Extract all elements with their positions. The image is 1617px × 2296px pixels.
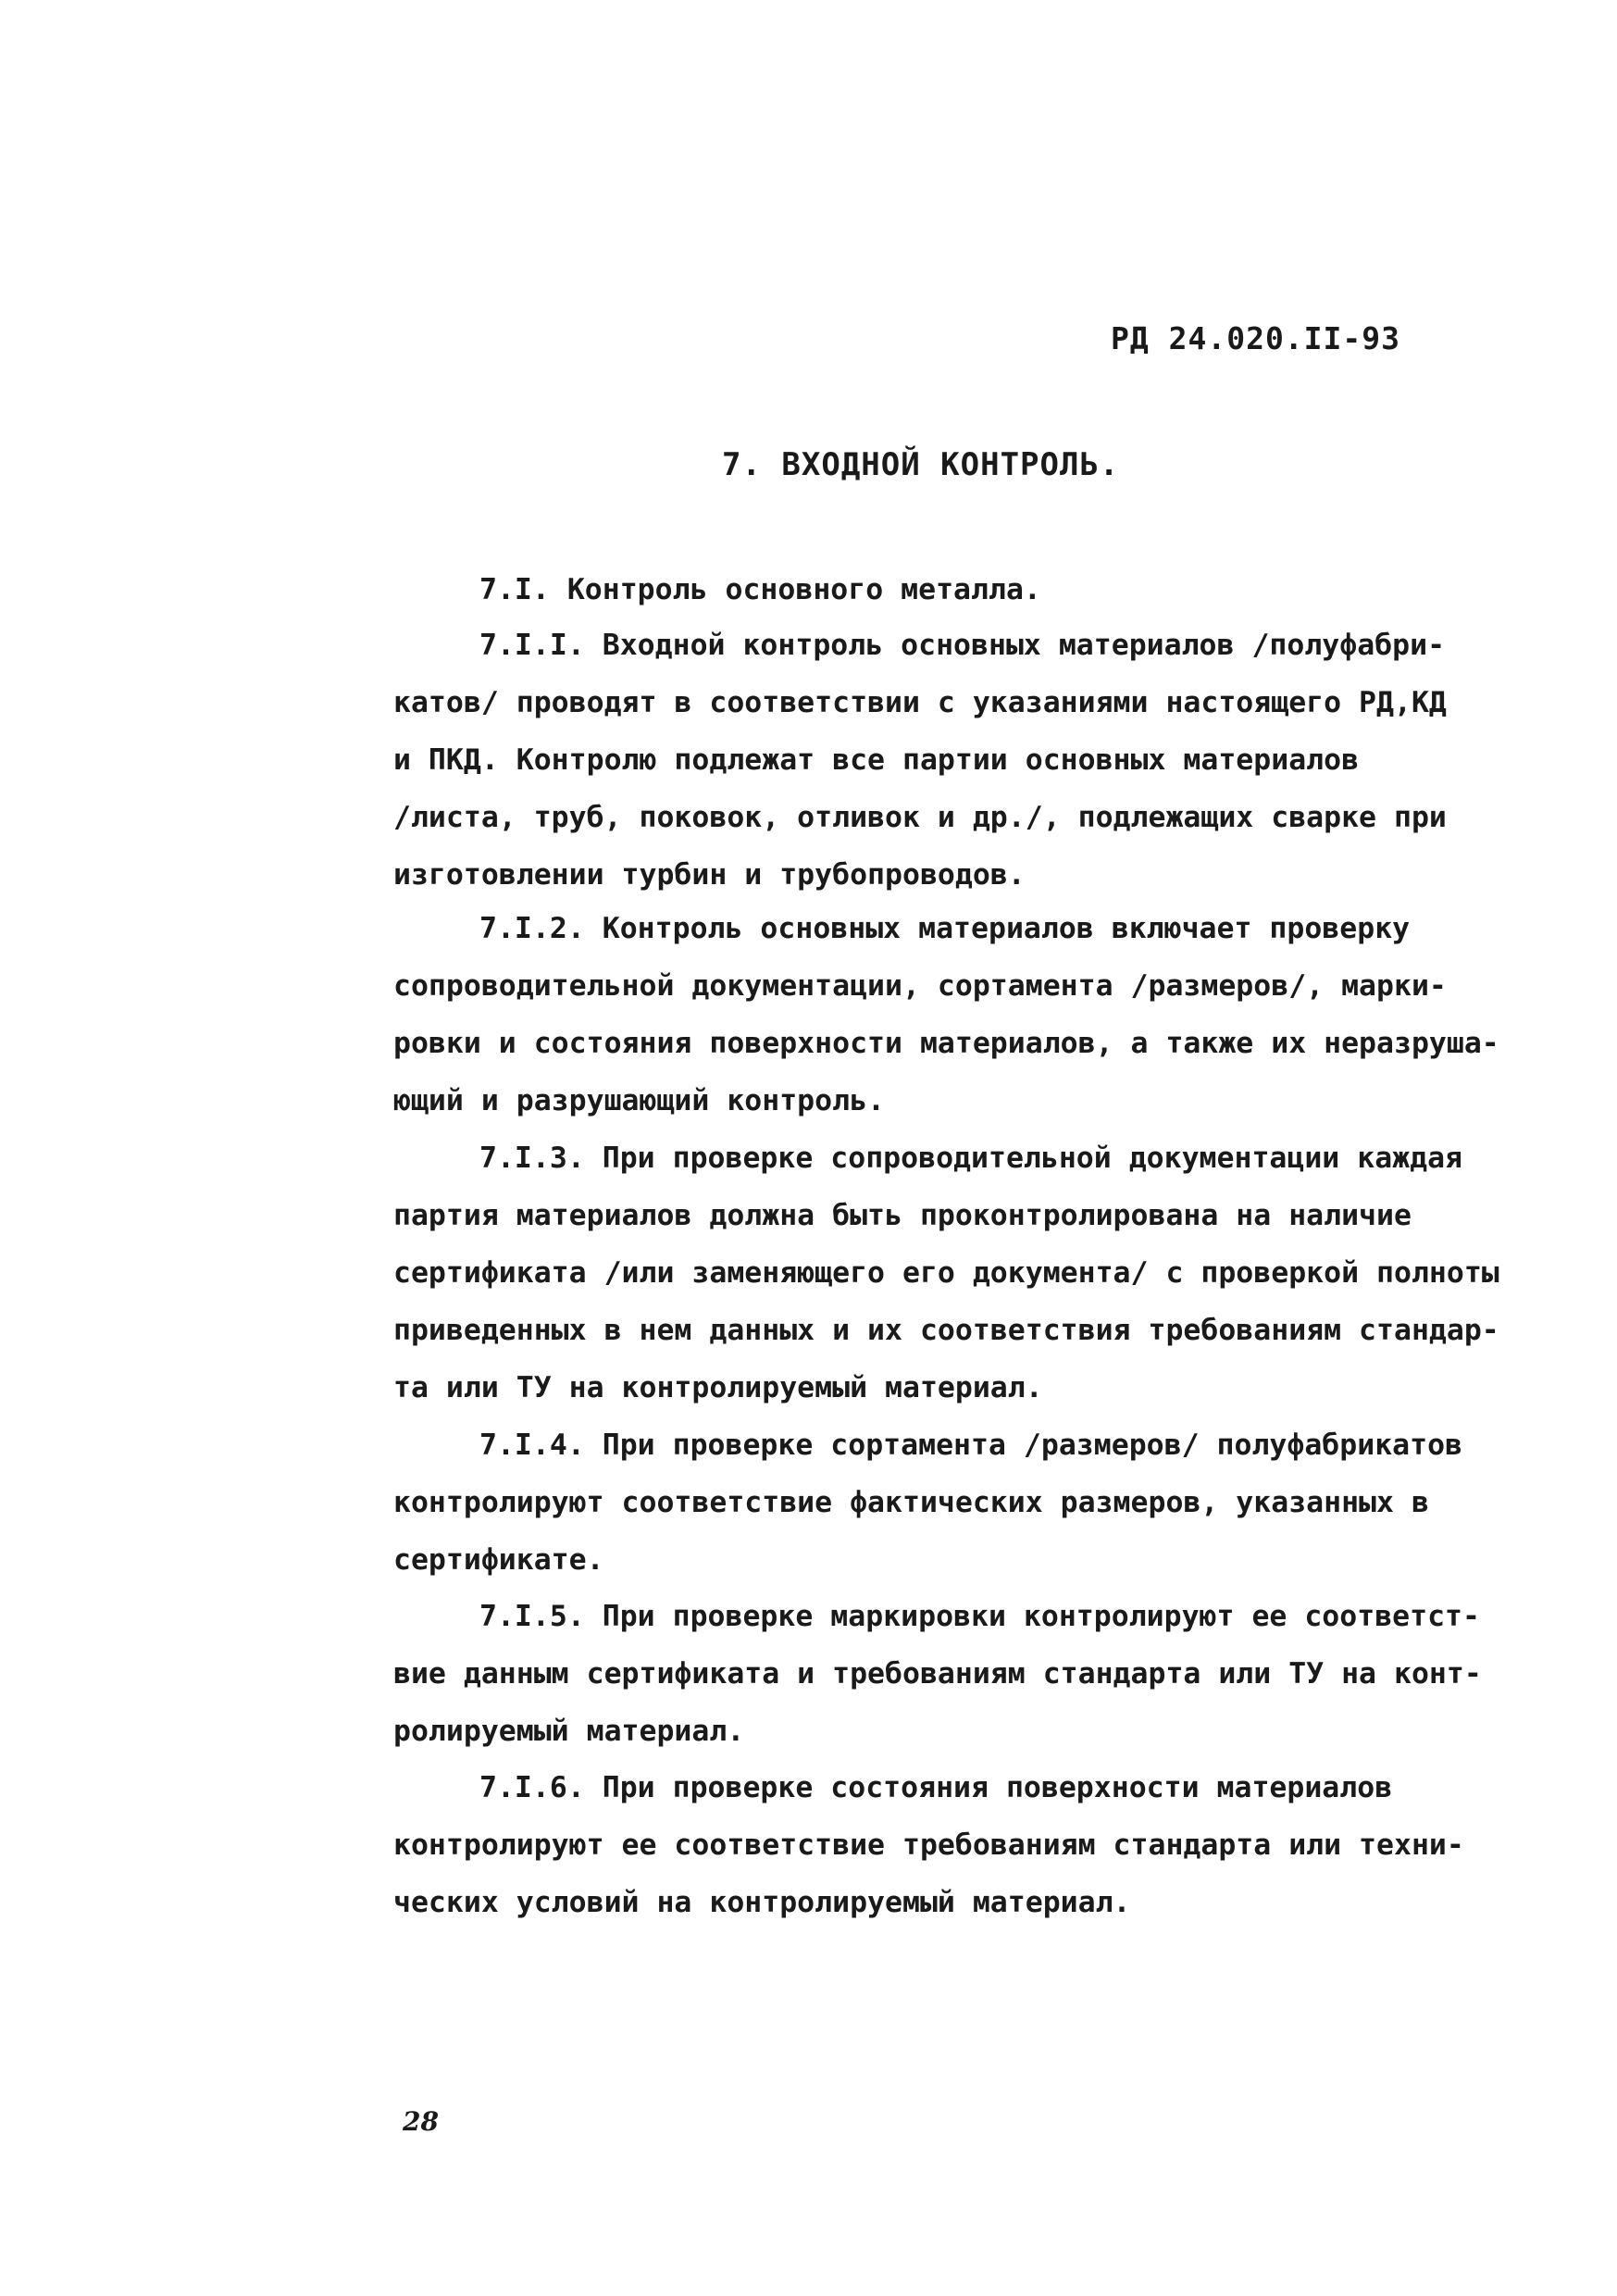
paragraph-line: та или ТУ на контролируемый материал. [393, 1371, 1043, 1404]
paragraph-line: катов/ проводят в соответствии с указаниями настоящего РД,КД [393, 686, 1447, 719]
paragraph-line: приведенных в нем данных и их соответствия требованиям стандар- [393, 1314, 1499, 1347]
paragraph-7-1-5 [393, 1588, 1532, 1760]
paragraph-line: 7.I.I. Входной контроль основных материалов /полуфабри- [479, 629, 1446, 662]
paragraph-line: 7.I.4. При проверке сортамента /размеров/ полуфабрикатов [479, 1429, 1463, 1462]
paragraph-line: и ПКД. Контролю подлежат все партии основных материалов [393, 743, 1360, 777]
paragraph-line: ролируемый материал. [393, 1715, 745, 1748]
paragraph-line: ющий и разрушающий контроль. [393, 1084, 886, 1117]
subsection-heading: 7.I. Контроль основного металла. [479, 573, 1041, 606]
paragraph-7-1-1 [393, 617, 1532, 904]
paragraph-line: 7.I.2. Контроль основных материалов включает проверку [479, 912, 1411, 945]
paragraph-7-1-6 [393, 1759, 1532, 1931]
section-title: 7. ВХОДНОЙ КОНТРОЛЬ. [722, 446, 1120, 483]
paragraph-line: сопроводительной документации, сортамента /размеров/, марки- [393, 969, 1447, 1003]
paragraph-line: ровки и состояния поверхности материалов, а также их неразруша- [393, 1027, 1499, 1060]
paragraph-line: ческих условий на контролируемый материал. [393, 1886, 1131, 1919]
paragraph-line: сертификата /или заменяющего его документа/ с проверкой полноты [393, 1256, 1499, 1290]
paragraph-line: 7.I.3. При проверке сопроводительной документации каждая [479, 1142, 1463, 1175]
paragraph-line: 7.I.5. При проверке маркировки контролируют ее соответст- [479, 1600, 1480, 1633]
page-number: 28 [403, 2106, 439, 2137]
paragraph-line: контролируют ее соответствие требованиям стандарта или техни- [393, 1828, 1464, 1862]
document-code: РД 24.020.II-93 [1111, 320, 1401, 356]
paragraph-line: партия материалов должна быть проконтролирована на наличие [393, 1199, 1412, 1232]
subsection-heading-block [393, 561, 1532, 618]
paragraph-7-1-3 [393, 1129, 1532, 1416]
paragraph-line: сертификате. [393, 1543, 604, 1577]
paragraph-7-1-2 [393, 900, 1532, 1129]
paragraph-line: 7.I.6. При проверке состояния поверхности материалов [479, 1771, 1393, 1804]
paragraph-line: изготовлении турбин и трубопроводов. [393, 858, 1026, 892]
paragraph-7-1-4 [393, 1416, 1532, 1589]
paragraph-line: контролируют соответствие фактических размеров, указанных в [393, 1486, 1429, 1519]
paragraph-line: /листа, труб, поковок, отливок и др./, подлежащих сварке при [393, 801, 1447, 834]
paragraph-line: вие данным сертификата и требованиям стандарта или ТУ на конт- [393, 1657, 1482, 1691]
